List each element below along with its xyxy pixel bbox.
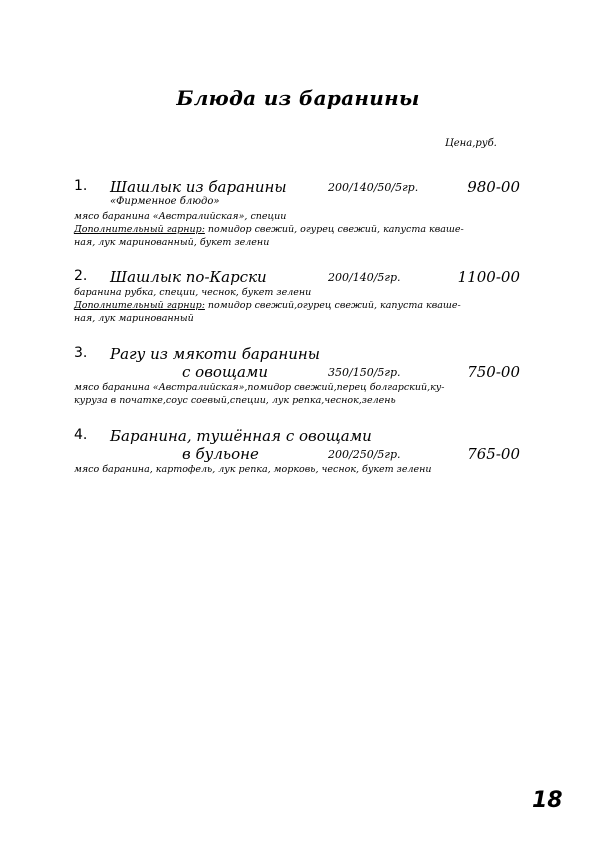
garnish-line: ная, лук маринованный [74, 313, 194, 324]
item-price: 980-00 [467, 178, 520, 196]
page-title: Блюда из баранины [176, 86, 420, 110]
item-weight: 200/140/5гр. [328, 271, 401, 284]
garnish-line: ная, лук маринованный, букет зелени [74, 237, 270, 248]
item-description [74, 210, 524, 249]
menu-item-4 [74, 427, 524, 476]
item-name: Баранина, тушённая с овощами [110, 427, 372, 445]
description-line: мясо баранина, картофель, лук репка, морковь, чеснок, букет зелени [74, 464, 432, 475]
garnish-line [74, 223, 524, 236]
description-line: баранина рубка, специи, чеснок, букет зелени [74, 287, 312, 298]
menu-item-1 [74, 178, 524, 249]
item-name: Шашлык по-Карски [110, 268, 267, 286]
item-number: 3. [74, 345, 88, 361]
item-description [74, 286, 524, 325]
description-line: мясо баранина «Австралийская»,помидор свежий,перец болгарский,ку- [74, 382, 445, 393]
item-name-continued: в бульоне [182, 445, 259, 463]
item-name: Шашлык из баранины [110, 178, 287, 196]
description-line: куруза в початке,соус соевый,специи, лук репка,чеснок,зелень [74, 395, 396, 406]
item-name-continued: с овощами [182, 363, 269, 381]
garnish-label: Дополнительный гарнир: [74, 300, 205, 311]
page-number: 18 [532, 788, 563, 813]
price-column-header: Цена,руб. [445, 138, 497, 149]
item-description [74, 463, 524, 476]
item-weight: 200/250/5гр. [328, 448, 401, 461]
menu-item-3 [74, 345, 524, 407]
garnish-text: помидор свежий,огурец свежий, капуста кваше- [204, 300, 461, 311]
item-price: 750-00 [467, 363, 520, 381]
garnish-line [74, 299, 524, 312]
item-price: 1100-00 [457, 268, 520, 286]
item-name: Рагу из мякоти баранины [110, 345, 320, 363]
garnish-label: Дополнительный гарнир: [74, 224, 205, 235]
description-line: мясо баранина «Австралийская», специи [74, 211, 287, 222]
item-weight: 350/150/5гр. [328, 366, 401, 379]
item-number: 4. [74, 427, 88, 443]
item-description [74, 381, 524, 407]
item-note: «Фирменное блюдо» [110, 196, 220, 207]
item-number: 2. [74, 268, 88, 284]
garnish-text: помидор свежий, огурец свежий, капуста кваше- [204, 224, 464, 235]
menu-item-2 [74, 268, 524, 325]
item-weight: 200/140/50/5гр. [328, 181, 419, 194]
item-price: 765-00 [467, 445, 520, 463]
item-number: 1. [74, 178, 88, 194]
